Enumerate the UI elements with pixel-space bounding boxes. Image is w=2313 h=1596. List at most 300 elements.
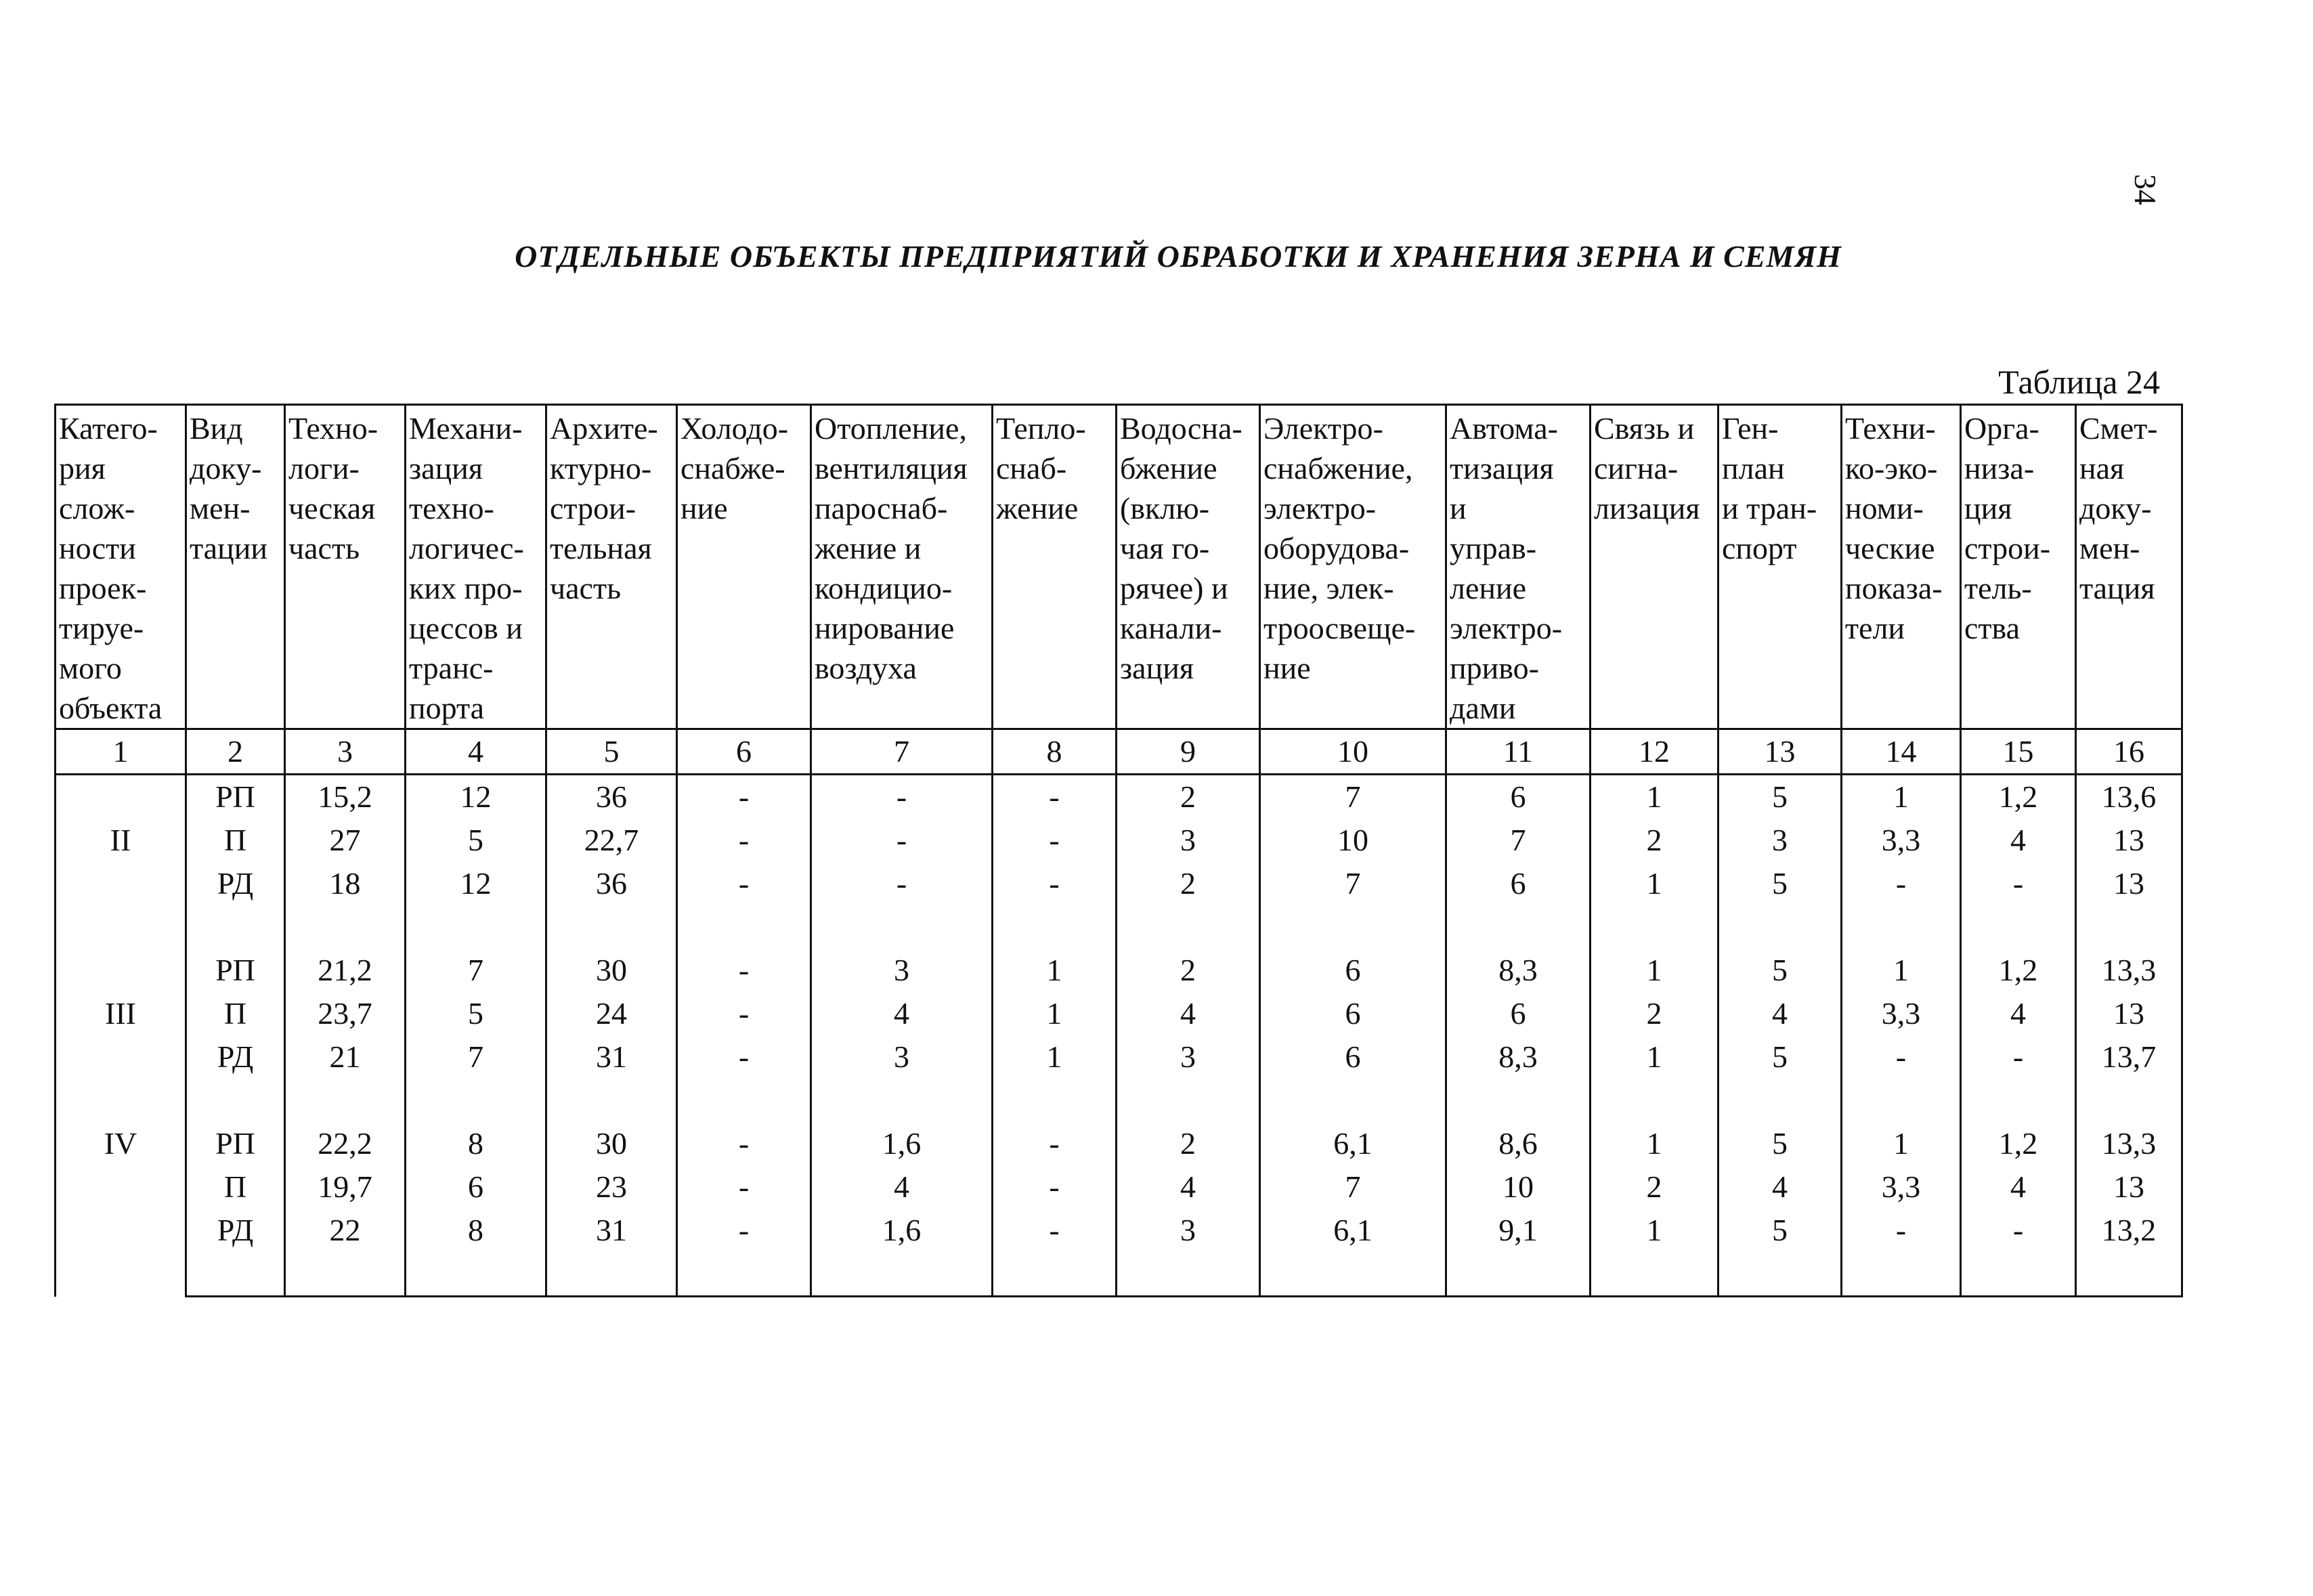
header-line: бжение: [1120, 451, 1217, 486]
table-cell: 4: [1718, 992, 1842, 1035]
table-cell: -: [677, 992, 811, 1035]
header-line: слож-: [59, 491, 135, 525]
group-spacer-row: [56, 905, 2182, 949]
header-line: канали-: [1120, 611, 1222, 645]
table-cell: 10: [1260, 819, 1446, 862]
spacer-cell: [186, 1079, 285, 1122]
table-cell: 1: [1591, 1035, 1718, 1079]
header-line: рия: [59, 451, 106, 486]
table-cell: -: [811, 775, 993, 819]
spacer-cell: [1591, 1252, 1718, 1297]
header-line: часть: [550, 571, 622, 605]
spacer-cell: [1117, 905, 1260, 949]
table-cell: -: [811, 819, 993, 862]
table-cell: 1,2: [1961, 775, 2076, 819]
table-cell: 6: [406, 1165, 546, 1209]
table-cell: 5: [1718, 1035, 1842, 1079]
header-line: логичес-: [409, 531, 524, 565]
spacer-cell: [285, 905, 406, 949]
table-cell: 3,3: [1842, 819, 1961, 862]
table-cell: 1,2: [1961, 1122, 2076, 1165]
header-line: план: [1722, 451, 1785, 486]
table-cell: 5: [1718, 949, 1842, 992]
column-number: 10: [1260, 729, 1446, 775]
spacer-cell: [677, 905, 811, 949]
table-cell: 3: [1117, 1035, 1260, 1079]
table-cell: 8: [406, 1122, 546, 1165]
spacer-cell: [1446, 1252, 1591, 1297]
header-line: электро-: [1263, 491, 1377, 525]
category-cell: II: [56, 775, 186, 906]
column-header-10: [1260, 405, 1446, 729]
spacer-cell: [1718, 905, 1842, 949]
table-cell: 19,7: [285, 1165, 406, 1209]
spacer-cell: [811, 905, 993, 949]
spacer-cell: [1718, 1079, 1842, 1122]
column-number: 14: [1842, 729, 1961, 775]
spacer-cell: [1591, 1079, 1718, 1122]
table-cell: 36: [546, 862, 677, 905]
spacer-cell: [993, 1079, 1117, 1122]
header-line: ких про-: [409, 571, 523, 605]
table-cell: 6: [1446, 775, 1591, 819]
table-cell: 4: [811, 1165, 993, 1209]
spacer-cell: [1842, 1252, 1961, 1297]
header-line: мого: [59, 651, 122, 685]
table-cell: 2: [1117, 862, 1260, 905]
table-cell: 4: [1961, 992, 2076, 1035]
table-row: [56, 819, 2182, 862]
header-line: мен-: [2079, 531, 2140, 565]
table-cell: 31: [546, 1035, 677, 1079]
percentage-distribution-table: [54, 404, 2183, 1297]
header-line: тель-: [1964, 571, 2032, 605]
header-line: Водосна-: [1120, 411, 1242, 446]
table-cell: 23: [546, 1165, 677, 1209]
column-number: 16: [2076, 729, 2182, 775]
spacer-cell: [406, 905, 546, 949]
table-cell: 10: [1446, 1165, 1591, 1209]
header-line: низа-: [1964, 451, 2035, 486]
header-line: дами: [1450, 691, 1516, 725]
table-cell: 5: [406, 992, 546, 1035]
category-cell: III: [56, 949, 186, 1079]
table-row: [56, 1165, 2182, 1209]
spacer-cell: [186, 1252, 285, 1297]
header-line: показа-: [1845, 571, 1943, 605]
table-cell: 15,2: [285, 775, 406, 819]
spacer-cell: [993, 905, 1117, 949]
column-number: 4: [406, 729, 546, 775]
table-cell: 13: [2076, 992, 2182, 1035]
header-line: пароснаб-: [815, 491, 948, 525]
column-number: 2: [186, 729, 285, 775]
header-line: Механи-: [409, 411, 523, 446]
table-cell: -: [677, 862, 811, 905]
header-line: строи-: [550, 491, 636, 525]
table-cell: 5: [406, 819, 546, 862]
column-number: 8: [993, 729, 1117, 775]
spacer-cell: [406, 1079, 546, 1122]
header-line: техно-: [409, 491, 494, 525]
table-cell: 6: [1260, 949, 1446, 992]
table-cell: 3,3: [1842, 992, 1961, 1035]
table-cell: 6,1: [1260, 1209, 1446, 1252]
spacer-cell: [811, 1252, 993, 1297]
table-cell: 7: [1260, 862, 1446, 905]
header-line: мен-: [190, 491, 251, 525]
document-title: ОТДЕЛЬНЫЕ ОБЪЕКТЫ ПРЕДПРИЯТИЙ ОБРАБОТКИ И ХРАНЕНИЯ ЗЕРНА И СЕМЯН: [515, 239, 1842, 274]
table-cell: 12: [406, 775, 546, 819]
table-cell: -: [677, 1122, 811, 1165]
header-line: Вид: [190, 411, 243, 446]
table-cell: 2: [1591, 1165, 1718, 1209]
table-cell: 7: [1260, 775, 1446, 819]
table-cell: 1: [1842, 949, 1961, 992]
table-cell: 13,3: [2076, 949, 2182, 992]
table-cell: -: [993, 775, 1117, 819]
table-cell: 13: [2076, 862, 2182, 905]
table-cell: -: [677, 1035, 811, 1079]
column-header-6: [677, 405, 811, 729]
table-cell: 6,1: [1260, 1122, 1446, 1165]
table-cell: РП: [186, 775, 285, 819]
table-row: [56, 1122, 2182, 1165]
table-cell: 7: [1446, 819, 1591, 862]
column-number: 11: [1446, 729, 1591, 775]
header-line: жение: [996, 491, 1079, 525]
table-cell: 1: [993, 992, 1117, 1035]
table-cell: 3: [1117, 1209, 1260, 1252]
table-cell: -: [677, 1209, 811, 1252]
spacer-cell: [56, 905, 186, 949]
header-line: часть: [288, 531, 360, 565]
header-line: тели: [1845, 611, 1905, 645]
header-line: управ-: [1450, 531, 1537, 565]
header-line: снабжение,: [1263, 451, 1413, 486]
table-cell: 2: [1117, 1122, 1260, 1165]
table-cell: 4: [1961, 819, 2076, 862]
header-line: спорт: [1722, 531, 1797, 565]
header-line: оборудова-: [1263, 531, 1410, 565]
header-line: и: [1450, 491, 1467, 525]
table-cell: РД: [186, 1209, 285, 1252]
spacer-cell: [1446, 1079, 1591, 1122]
header-line: троосвеще-: [1263, 611, 1416, 645]
table-cell: 4: [1961, 1165, 2076, 1209]
column-number: 9: [1117, 729, 1260, 775]
table-cell: -: [1842, 1035, 1961, 1079]
column-number: 12: [1591, 729, 1718, 775]
spacer-cell: [546, 905, 677, 949]
header-line: тельная: [550, 531, 652, 565]
table-cell: 4: [811, 992, 993, 1035]
table-cell: -: [1842, 1209, 1961, 1252]
table-cell: 3,3: [1842, 1165, 1961, 1209]
table-cell: 8,3: [1446, 1035, 1591, 1079]
spacer-cell: [1260, 1079, 1446, 1122]
table-cell: 8: [406, 1209, 546, 1252]
spacer-cell: [811, 1079, 993, 1122]
spacer-cell: [1961, 1252, 2076, 1297]
table-row: [56, 1035, 2182, 1079]
spacer-cell: [1260, 905, 1446, 949]
header-line: ние: [1263, 651, 1311, 685]
header-line: приво-: [1450, 651, 1539, 685]
spacer-cell: [1718, 1252, 1842, 1297]
header-line: ности: [59, 531, 136, 565]
table-cell: -: [811, 862, 993, 905]
table-cell: 13: [2076, 819, 2182, 862]
table-cell: 1: [1591, 949, 1718, 992]
column-header-9: [1117, 405, 1260, 729]
spacer-cell: [993, 1252, 1117, 1297]
header-line: жение и: [815, 531, 922, 565]
table-cell: 23,7: [285, 992, 406, 1035]
table-cell: 4: [1718, 1165, 1842, 1209]
table-cell: 13,6: [2076, 775, 2182, 819]
column-header-1: [56, 405, 186, 729]
table-cell: 2: [1117, 775, 1260, 819]
table-cell: 24: [546, 992, 677, 1035]
table-cell: -: [993, 1122, 1117, 1165]
category-cell: IV: [56, 1122, 186, 1297]
header-line: снабже-: [680, 451, 785, 486]
table-cell: 21,2: [285, 949, 406, 992]
spacer-cell: [1591, 905, 1718, 949]
table-row: [56, 1209, 2182, 1252]
spacer-cell: [285, 1252, 406, 1297]
column-header-13: [1718, 405, 1842, 729]
table-cell: 7: [1260, 1165, 1446, 1209]
table-cell: 2: [1591, 992, 1718, 1035]
table-cell: РП: [186, 1122, 285, 1165]
table-cell: П: [186, 819, 285, 862]
spacer-cell: [677, 1252, 811, 1297]
header-line: нирование: [815, 611, 955, 645]
column-number: 15: [1961, 729, 2076, 775]
table-cell: 12: [406, 862, 546, 905]
table-cell: 4: [1117, 1165, 1260, 1209]
table-cell: 6: [1260, 1035, 1446, 1079]
header-line: тизация: [1450, 451, 1554, 486]
header-line: Смет-: [2079, 411, 2158, 446]
table-cell: 6: [1260, 992, 1446, 1035]
header-line: ства: [1964, 611, 2020, 645]
table-cell: 5: [1718, 862, 1842, 905]
header-line: рячее) и: [1120, 571, 1228, 605]
table-cell: -: [993, 862, 1117, 905]
table-cell: 1,2: [1961, 949, 2076, 992]
table-cell: 22: [285, 1209, 406, 1252]
spacer-cell: [2076, 1252, 2182, 1297]
table-cell: -: [677, 819, 811, 862]
column-number: 3: [285, 729, 406, 775]
column-number: 5: [546, 729, 677, 775]
table-cell: 1: [1591, 1209, 1718, 1252]
table-row: [56, 949, 2182, 992]
table-caption: Таблица 24: [1998, 363, 2160, 401]
spacer-cell: [2076, 905, 2182, 949]
header-line: ление: [1450, 571, 1527, 605]
table-row: [56, 992, 2182, 1035]
table-cell: 9,1: [1446, 1209, 1591, 1252]
header-line: сигна-: [1594, 451, 1679, 486]
spacer-cell: [406, 1252, 546, 1297]
spacer-cell: [56, 1079, 186, 1122]
table-cell: 22,2: [285, 1122, 406, 1165]
column-header-4: [406, 405, 546, 729]
header-line: Отопление,: [815, 411, 967, 446]
header-line: кондицио-: [815, 571, 953, 605]
column-number: 6: [677, 729, 811, 775]
header-line: доку-: [2079, 491, 2152, 525]
table-cell: 1,6: [811, 1122, 993, 1165]
header-line: транс-: [409, 651, 494, 685]
table-cell: -: [677, 949, 811, 992]
table-cell: 2: [1117, 949, 1260, 992]
table-cell: 6: [1446, 862, 1591, 905]
header-line: ние, элек-: [1263, 571, 1394, 605]
header-line: воздуха: [815, 651, 917, 685]
header-line: порта: [409, 691, 485, 725]
column-header-15: [1961, 405, 2076, 729]
table-cell: 2: [1591, 819, 1718, 862]
header-line: Техно-: [288, 411, 379, 446]
header-line: ция: [1964, 491, 2012, 525]
header-line: логи-: [288, 451, 360, 486]
header-line: лизация: [1594, 491, 1700, 525]
spacer-cell: [1961, 905, 2076, 949]
header-line: Ген-: [1722, 411, 1779, 446]
header-line: Орга-: [1964, 411, 2039, 446]
header-line: вентиляция: [815, 451, 968, 486]
table-cell: 3: [1718, 819, 1842, 862]
column-header-2: [186, 405, 285, 729]
table-cell: 1: [993, 949, 1117, 992]
spacer-cell: [1961, 1079, 2076, 1122]
table-cell: 30: [546, 949, 677, 992]
spacer-cell: [546, 1079, 677, 1122]
table-cell: 27: [285, 819, 406, 862]
column-number-row: [56, 729, 2182, 775]
column-header-11: [1446, 405, 1591, 729]
spacer-cell: [285, 1079, 406, 1122]
table-cell: -: [1961, 862, 2076, 905]
header-line: ческая: [288, 491, 376, 525]
table-cell: -: [1961, 1209, 2076, 1252]
spacer-cell: [2076, 1079, 2182, 1122]
header-line: тация: [2079, 571, 2155, 605]
table-cell: -: [1961, 1035, 2076, 1079]
header-line: тируе-: [59, 611, 144, 645]
table-cell: 4: [1117, 992, 1260, 1035]
table-cell: РП: [186, 949, 285, 992]
header-line: номи-: [1845, 491, 1924, 525]
table-cell: 13,2: [2076, 1209, 2182, 1252]
spacer-cell: [1117, 1079, 1260, 1122]
table-cell: 1: [1591, 1122, 1718, 1165]
header-line: цессов и: [409, 611, 523, 645]
group-spacer-row: [56, 1079, 2182, 1122]
spacer-cell: [1842, 1079, 1961, 1122]
table-cell: 31: [546, 1209, 677, 1252]
table-cell: -: [993, 1165, 1117, 1209]
table-cell: 13,3: [2076, 1122, 2182, 1165]
header-line: чая го-: [1120, 531, 1210, 565]
column-header-14: [1842, 405, 1961, 729]
spacer-cell: [1260, 1252, 1446, 1297]
header-line: Холодо-: [680, 411, 789, 446]
table-cell: 6: [1446, 992, 1591, 1035]
table-cell: П: [186, 1165, 285, 1209]
table-cell: 13: [2076, 1165, 2182, 1209]
table-cell: 1: [1591, 775, 1718, 819]
header-line: ктурно-: [550, 451, 652, 486]
spacer-cell: [186, 905, 285, 949]
table-cell: 5: [1718, 775, 1842, 819]
column-header-7: [811, 405, 993, 729]
spacer-cell: [1446, 905, 1591, 949]
header-line: (вклю-: [1120, 491, 1210, 525]
header-line: Тепло-: [996, 411, 1086, 446]
header-line: зация: [409, 451, 483, 486]
header-row: [56, 405, 2182, 729]
table-cell: П: [186, 992, 285, 1035]
header-line: проек-: [59, 571, 147, 605]
spacer-cell: [1117, 1252, 1260, 1297]
table-cell: 18: [285, 862, 406, 905]
table-cell: РД: [186, 1035, 285, 1079]
header-line: ческие: [1845, 531, 1935, 565]
table-cell: 1: [1842, 1122, 1961, 1165]
column-header-5: [546, 405, 677, 729]
header-line: доку-: [190, 451, 262, 486]
table-cell: 5: [1718, 1122, 1842, 1165]
table-cell: 7: [406, 949, 546, 992]
header-line: Автома-: [1450, 411, 1558, 446]
header-line: объекта: [59, 691, 163, 725]
table-cell: -: [993, 819, 1117, 862]
table-cell: 3: [1117, 819, 1260, 862]
spacer-cell: [546, 1252, 677, 1297]
header-line: тации: [190, 531, 267, 565]
column-header-3: [285, 405, 406, 729]
table-cell: -: [677, 775, 811, 819]
header-line: Катего-: [59, 411, 158, 446]
column-header-12: [1591, 405, 1718, 729]
table-cell: 36: [546, 775, 677, 819]
table-cell: РД: [186, 862, 285, 905]
spacer-cell: [1842, 905, 1961, 949]
header-line: электро-: [1450, 611, 1563, 645]
table-cell: -: [677, 1165, 811, 1209]
header-line: Связь и: [1594, 411, 1695, 446]
table-cell: 13,7: [2076, 1035, 2182, 1079]
table-cell: 8,6: [1446, 1122, 1591, 1165]
header-line: зация: [1120, 651, 1194, 685]
table-cell: 30: [546, 1122, 677, 1165]
table-cell: 1: [993, 1035, 1117, 1079]
table-row: [56, 775, 2182, 819]
table-cell: -: [1842, 862, 1961, 905]
table-cell: 1,6: [811, 1209, 993, 1252]
header-line: Электро-: [1263, 411, 1383, 446]
table-cell: 1: [1591, 862, 1718, 905]
column-number: 1: [56, 729, 186, 775]
header-line: снаб-: [996, 451, 1067, 486]
table-cell: 3: [811, 949, 993, 992]
